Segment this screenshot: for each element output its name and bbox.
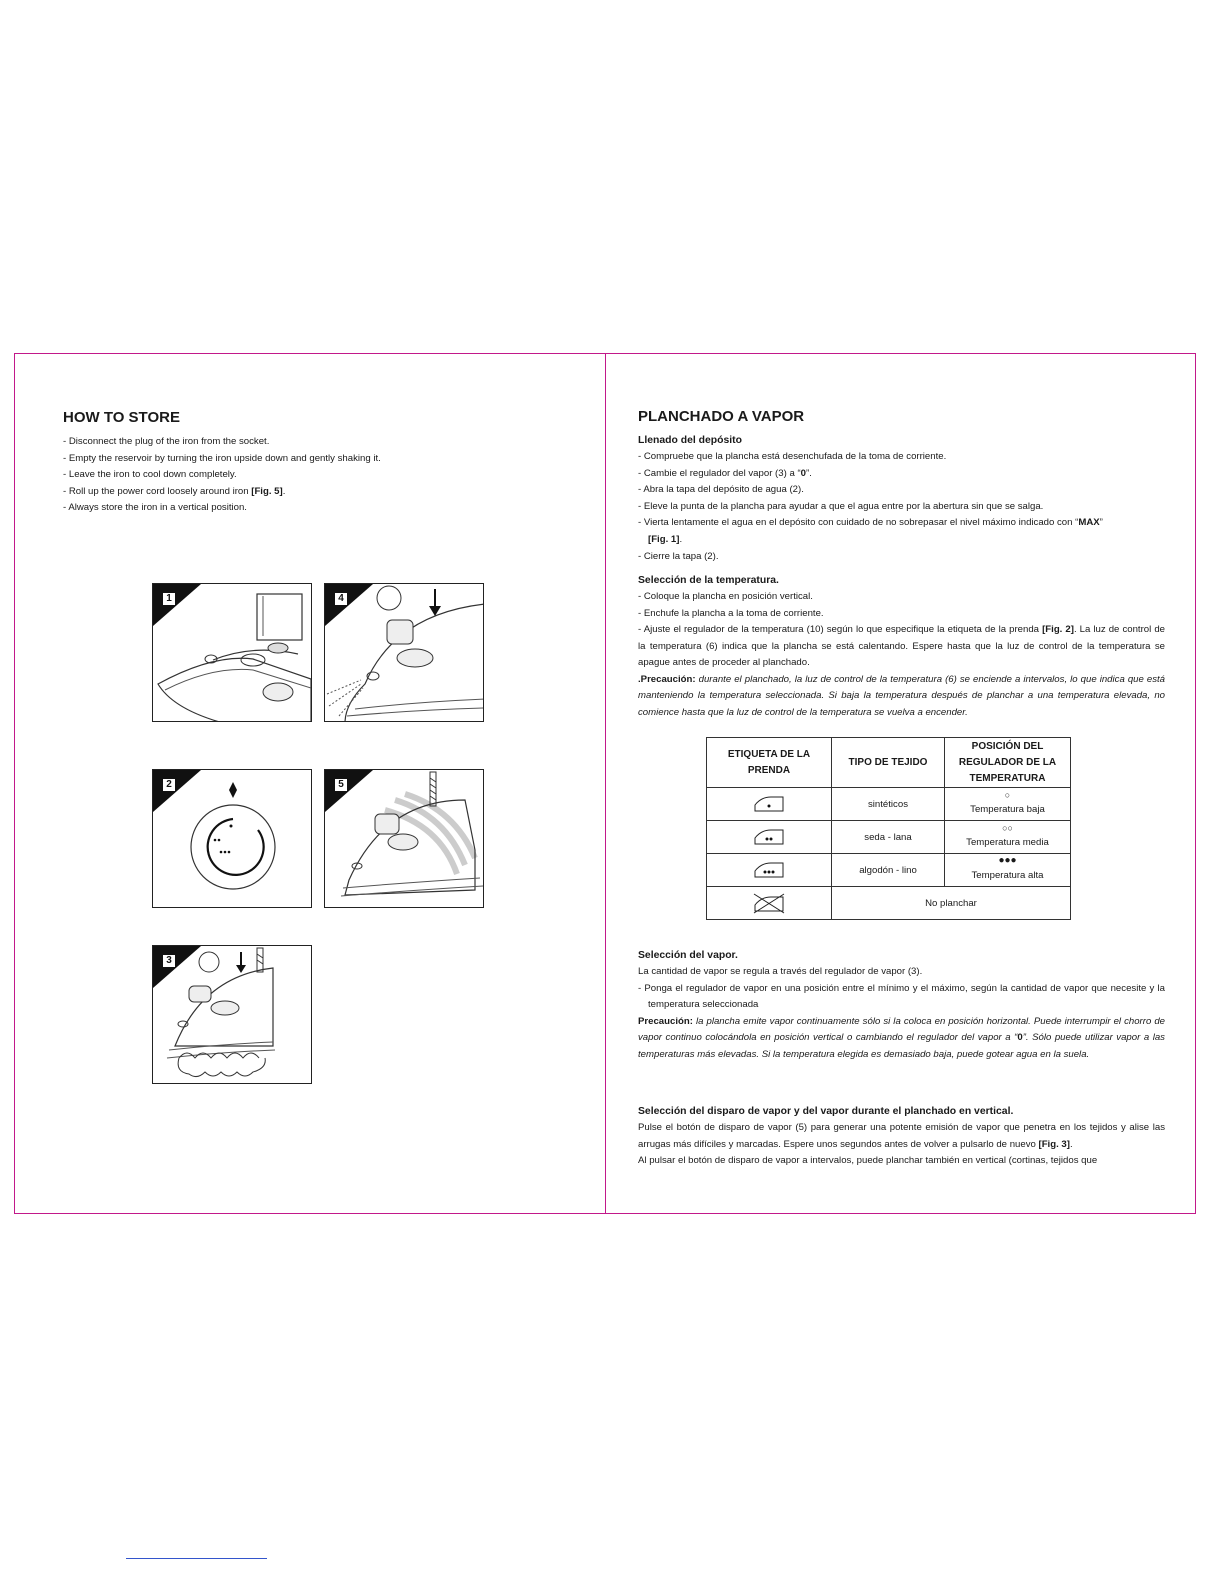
llenado-line-6: - Cierre la tapa (2). <box>638 550 719 562</box>
section-title-how-to-store: HOW TO STORE <box>63 409 180 426</box>
heading-disparo: Selección del disparo de vapor y del vapor durante el planchado en vertical. <box>638 1106 1014 1117</box>
figure-5 <box>324 769 484 908</box>
figure-2-illustration <box>153 770 312 908</box>
disparo-text-1: Pulse el botón de disparo de vapor (5) para generar una potente emisión de vapor que penetra en los tejidos y alise las arrugas más difíciles y marcadas. Espere unos segundos antes de volver a pulsarlo de nuevo <box>638 1122 1165 1150</box>
heading-vapor: Selección del vapor. <box>638 950 738 961</box>
figure-1-number: 1 <box>162 592 176 606</box>
heading-llenado: Llenado del depósito <box>638 435 742 446</box>
table-row <box>707 854 1071 887</box>
setting-cell <box>945 854 1071 887</box>
llenado-line-5-cont <box>638 532 1165 549</box>
llenado-line-3: - Abra la tapa del depósito de agua (2). <box>638 484 804 496</box>
section-title-planchado-a-vapor: PLANCHADO A VAPOR <box>638 408 805 425</box>
temperatura-line-2: - Enchufe la plancha a la toma de corriente. <box>638 607 824 619</box>
table-row <box>707 788 1071 821</box>
figure-1 <box>152 583 312 722</box>
fig1-ref: [Fig. 1] <box>648 533 680 545</box>
figure-4 <box>324 583 484 722</box>
setting-symbol: ●●● <box>998 855 1017 866</box>
figure-2 <box>152 769 312 908</box>
llenado-line-2-c: ”. <box>805 467 812 479</box>
caution-text-1: durante el planchado, la luz de control de la temperatura (6) se enciende a intervalos, lo que indica que está manteniendo la temperatura seleccionada. Si baja la temperatura después de planchar a una temperatura elevada, no comience hasta que la luz de control de la temperatura se vuelva a encender. <box>638 673 1165 718</box>
store-step-5: - Always store the iron in a vertical position. <box>63 502 247 514</box>
fabric-cell: seda - lana <box>832 821 945 854</box>
manual-spread <box>14 353 1196 1214</box>
fig5-ref: [Fig. 5] <box>251 485 283 497</box>
no-iron-cell: No planchar <box>832 887 1071 920</box>
llenado-line-4: - Eleve la punta de la plancha para ayudar a que el agua entre por la abertura sin que se salga. <box>638 500 1044 512</box>
llenado-line-5-b: MAX <box>1078 517 1100 529</box>
table-row <box>707 887 1071 920</box>
footer-rule <box>126 1558 267 1559</box>
disparo-paragraph-2: Al pulsar el botón de disparo de vapor a intervalos, puede planchar también en vertical (cortinas, tejidos que <box>638 1155 1098 1166</box>
setting-label: Temperatura baja <box>970 804 1045 815</box>
llenado-line-2-a: - Cambie el regulador del vapor (3) a “ <box>638 467 801 479</box>
iron-1dot-icon <box>707 788 832 821</box>
llenado-line-1: - Compruebe que la plancha está desenchufada de la toma de corriente. <box>638 451 947 462</box>
col-header-posicion: POSICIÓN DEL REGULADOR DE LA TEMPERATURA <box>945 738 1071 788</box>
caution-text-2b: 0 <box>1017 1032 1023 1044</box>
caution-label-1: .Precaución: <box>638 673 696 685</box>
store-step-4 <box>63 484 381 501</box>
store-step-1: - Disconnect the plug of the iron from the socket. <box>63 436 270 447</box>
section-llenado <box>638 433 1165 565</box>
fig1-ref-end: . <box>679 533 683 545</box>
fabric-cell: sintéticos <box>832 788 945 821</box>
iron-3dot-icon <box>707 854 832 887</box>
llenado-line-2-b: 0 <box>800 467 806 479</box>
setting-symbol: ○ <box>1004 790 1011 800</box>
caution-text-2a: la plancha emite vapor continuamente sólo si la coloca en posición horizontal. Puede interrumpir el chorro de vapor continuo colocándola en posición vertical o cambiando el regulador del vapor a “ <box>638 1015 1165 1044</box>
temperatura-line-1: - Coloque la plancha en posición vertical. <box>638 591 813 602</box>
fig2-ref: [Fig. 2] <box>1042 624 1074 636</box>
caution-label-2: Precaución: <box>638 1015 693 1027</box>
fig3-ref: [Fig. 3] <box>1038 1138 1070 1150</box>
figure-3-illustration <box>153 946 312 1084</box>
fabric-cell: algodón - lino <box>832 854 945 887</box>
page-divider <box>605 354 606 1213</box>
heading-temperatura: Selección de la temperatura. <box>638 575 779 586</box>
setting-label: Temperatura alta <box>971 870 1044 881</box>
col-header-etiqueta: ETIQUETA DE LA PRENDA <box>707 738 832 788</box>
temperatura-para-a: - Ajuste el regulador de la temperatura (10) según lo que especifique la etiqueta de la prenda <box>638 624 1043 636</box>
figure-1-illustration <box>153 584 312 722</box>
temperatura-para-c: . La luz de control de la temperatura (6) indica que la plancha se está calentando. Espere hasta que la luz de control de la temperatura se apague antes de proceder al planchado. <box>638 624 1165 669</box>
right-page <box>638 354 1165 1213</box>
no-iron-icon <box>707 887 832 920</box>
iron-2dot-icon <box>707 821 832 854</box>
store-instructions <box>63 434 381 517</box>
llenado-line-5 <box>638 515 1165 532</box>
store-step-2: - Empty the reservoir by turning the iron upside down and gently shaking it. <box>63 452 381 464</box>
llenado-line-5-c: ” <box>1099 517 1103 529</box>
store-step-3: - Leave the iron to cool down completely. <box>63 469 237 481</box>
figure-5-number: 5 <box>334 778 348 792</box>
section-temperatura <box>638 573 1165 721</box>
figure-2-number: 2 <box>162 778 176 792</box>
llenado-line-2 <box>638 466 1165 483</box>
caution-text-2c: ”. Sólo puede utilizar vapor a las temperaturas más elevadas. Si la temperatura elegida es demasiado baja, puede gotear agua en la suela. <box>638 1032 1165 1060</box>
vapor-caution <box>638 1014 1165 1064</box>
disparo-text-1-end: . <box>1069 1138 1073 1150</box>
figure-3 <box>152 945 312 1084</box>
vapor-line-1: La cantidad de vapor se regula a través del regulador de vapor (3). <box>638 966 923 977</box>
temperatura-caution <box>638 672 1165 722</box>
vapor-line-2: - Ponga el regulador de vapor en una posición entre el mínimo y el máximo, según la cantidad de vapor que necesite y la temperatura seleccionada <box>638 982 1165 1011</box>
table-header-row <box>707 738 1071 788</box>
figure-5-illustration <box>325 770 484 908</box>
setting-label: Temperatura media <box>966 837 1049 848</box>
setting-cell <box>945 788 1071 821</box>
fabric-temperature-table <box>706 737 1071 920</box>
col-header-tipo: TIPO DE TEJIDO <box>832 738 945 788</box>
temperatura-paragraph <box>638 622 1165 672</box>
figure-3-number: 3 <box>162 954 176 968</box>
figure-4-number: 4 <box>334 592 348 606</box>
store-step-4-text: - Roll up the power cord loosely around iron <box>63 485 252 497</box>
section-vapor <box>638 948 1165 1063</box>
left-page <box>63 354 583 1213</box>
table-row <box>707 821 1071 854</box>
setting-symbol: ○○ <box>1002 823 1013 833</box>
store-step-4-end: . <box>282 485 286 497</box>
section-disparo <box>638 1104 1165 1170</box>
setting-cell <box>945 821 1071 854</box>
disparo-paragraph-1 <box>638 1120 1165 1153</box>
figure-4-illustration <box>325 584 484 722</box>
llenado-line-5-a: - Vierta lentamente el agua en el depósito con cuidado de no sobrepasar el nivel máximo indicado con “ <box>638 517 1079 529</box>
